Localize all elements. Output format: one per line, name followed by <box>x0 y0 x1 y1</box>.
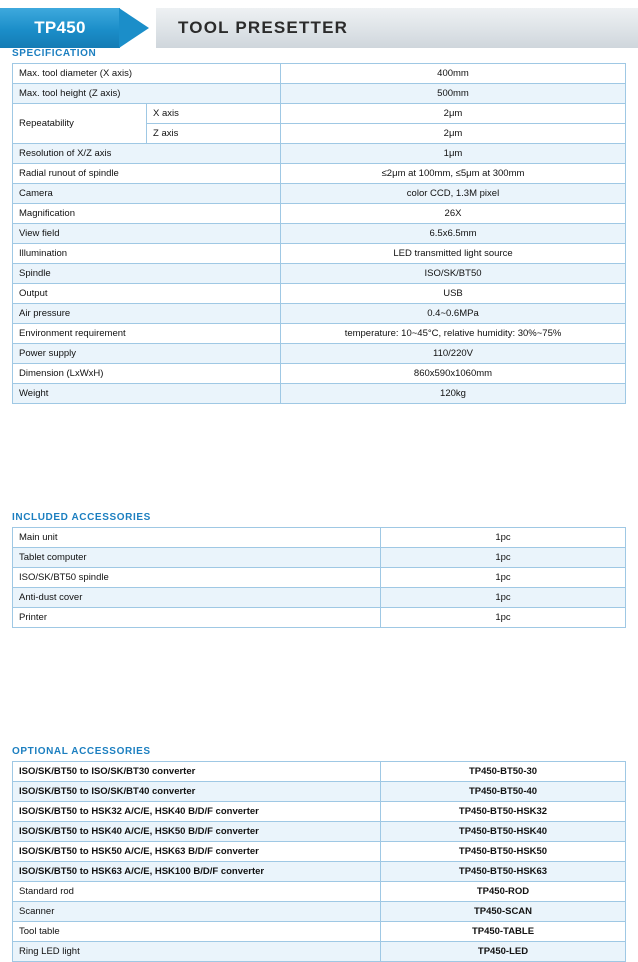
specification-section <box>0 48 638 404</box>
table-row <box>13 184 626 204</box>
spec-value: LED transmitted light source <box>281 244 626 264</box>
table-row <box>13 782 626 802</box>
spec-sub-label: X axis <box>147 104 281 124</box>
table-row <box>13 364 626 384</box>
spec-value: 400mm <box>281 64 626 84</box>
table-row <box>13 324 626 344</box>
option-label: ISO/SK/BT50 to HSK63 A/C/E, HSK100 B/D/F converter <box>13 862 381 882</box>
spec-label: Spindle <box>13 264 281 284</box>
page-header <box>0 8 638 48</box>
spec-value: 0.4~0.6MPa <box>281 304 626 324</box>
included-accessories-heading: INCLUDED ACCESSORIES <box>12 512 151 523</box>
spec-value: ISO/SK/BT50 <box>281 264 626 284</box>
spacer <box>0 628 638 746</box>
table-row <box>13 384 626 404</box>
option-label: ISO/SK/BT50 to HSK40 A/C/E, HSK50 B/D/F converter <box>13 822 381 842</box>
table-row <box>13 244 626 264</box>
model-badge <box>0 8 120 48</box>
option-code: TP450-LED <box>381 942 626 962</box>
table-row <box>13 84 626 104</box>
option-code: TP450-BT50-30 <box>381 762 626 782</box>
table-row <box>13 882 626 902</box>
optional-accessories-section <box>0 746 638 962</box>
table-row <box>13 842 626 862</box>
spec-label: Illumination <box>13 244 281 264</box>
option-label: Scanner <box>13 902 381 922</box>
table-row <box>13 64 626 84</box>
accessory-label: Main unit <box>13 528 381 548</box>
spec-value: temperature: 10~45°C, relative humidity: 30%~75% <box>281 324 626 344</box>
spec-label: Air pressure <box>13 304 281 324</box>
table-row <box>13 862 626 882</box>
spec-sub-label: Z axis <box>147 124 281 144</box>
option-label: ISO/SK/BT50 to HSK50 A/C/E, HSK63 B/D/F converter <box>13 842 381 862</box>
spec-label: Output <box>13 284 281 304</box>
banner-arrow-icon <box>120 8 156 48</box>
spec-label: Magnification <box>13 204 281 224</box>
table-row <box>13 922 626 942</box>
spec-label: Repeatability <box>13 104 147 144</box>
header-title-bar <box>156 8 638 48</box>
table-row <box>13 528 626 548</box>
specification-table <box>12 63 626 404</box>
optional-accessories-heading: OPTIONAL ACCESSORIES <box>12 746 151 757</box>
option-code: TP450-ROD <box>381 882 626 902</box>
spec-label: Resolution of X/Z axis <box>13 144 281 164</box>
spec-value: 500mm <box>281 84 626 104</box>
spec-value: 1μm <box>281 144 626 164</box>
accessory-label: ISO/SK/BT50 spindle <box>13 568 381 588</box>
specification-heading: SPECIFICATION <box>12 48 97 59</box>
table-row <box>13 588 626 608</box>
spec-value: 2μm <box>281 124 626 144</box>
spec-label: Environment requirement <box>13 324 281 344</box>
spec-label: Max. tool diameter (X axis) <box>13 64 281 84</box>
option-label: Tool table <box>13 922 381 942</box>
accessory-qty: 1pc <box>381 548 626 568</box>
accessory-qty: 1pc <box>381 528 626 548</box>
table-row <box>13 902 626 922</box>
table-row <box>13 284 626 304</box>
spec-label: Power supply <box>13 344 281 364</box>
option-code: TP450-TABLE <box>381 922 626 942</box>
table-row <box>13 942 626 962</box>
option-label: ISO/SK/BT50 to ISO/SK/BT30 converter <box>13 762 381 782</box>
table-row <box>13 264 626 284</box>
spec-value: color CCD, 1.3M pixel <box>281 184 626 204</box>
table-row <box>13 224 626 244</box>
accessory-label: Printer <box>13 608 381 628</box>
option-label: ISO/SK/BT50 to ISO/SK/BT40 converter <box>13 782 381 802</box>
table-row <box>13 104 626 124</box>
table-row <box>13 304 626 324</box>
accessory-label: Tablet computer <box>13 548 381 568</box>
accessory-qty: 1pc <box>381 568 626 588</box>
included-accessories-section <box>0 512 638 628</box>
spec-value: 6.5x6.5mm <box>281 224 626 244</box>
spec-value: 860x590x1060mm <box>281 364 626 384</box>
included-accessories-table <box>12 527 626 628</box>
option-code: TP450-BT50-HSK50 <box>381 842 626 862</box>
spec-value: ≤2μm at 100mm, ≤5μm at 300mm <box>281 164 626 184</box>
table-row <box>13 822 626 842</box>
accessory-qty: 1pc <box>381 608 626 628</box>
table-row <box>13 608 626 628</box>
spec-label: Dimension (LxWxH) <box>13 364 281 384</box>
model-name: TP450 <box>34 18 86 37</box>
optional-accessories-table <box>12 761 626 962</box>
spec-value: 2μm <box>281 104 626 124</box>
table-row <box>13 568 626 588</box>
spec-label: Weight <box>13 384 281 404</box>
option-code: TP450-BT50-HSK40 <box>381 822 626 842</box>
table-row <box>13 164 626 184</box>
option-code: TP450-SCAN <box>381 902 626 922</box>
option-code: TP450-BT50-HSK63 <box>381 862 626 882</box>
option-label: Standard rod <box>13 882 381 902</box>
table-row <box>13 762 626 782</box>
table-row <box>13 144 626 164</box>
table-row <box>13 344 626 364</box>
accessory-qty: 1pc <box>381 588 626 608</box>
table-row <box>13 548 626 568</box>
spec-value: 110/220V <box>281 344 626 364</box>
spec-value: 120kg <box>281 384 626 404</box>
spacer <box>0 404 638 512</box>
page-title: TOOL PRESETTER <box>178 18 349 37</box>
spec-value: USB <box>281 284 626 304</box>
spec-label: Camera <box>13 184 281 204</box>
option-code: TP450-BT50-40 <box>381 782 626 802</box>
spec-label: View field <box>13 224 281 244</box>
table-row <box>13 204 626 224</box>
accessory-label: Anti-dust cover <box>13 588 381 608</box>
option-label: ISO/SK/BT50 to HSK32 A/C/E, HSK40 B/D/F converter <box>13 802 381 822</box>
spec-label: Radial runout of spindle <box>13 164 281 184</box>
table-row <box>13 802 626 822</box>
spec-label: Max. tool height (Z axis) <box>13 84 281 104</box>
spec-value: 26X <box>281 204 626 224</box>
option-label: Ring LED light <box>13 942 381 962</box>
option-code: TP450-BT50-HSK32 <box>381 802 626 822</box>
